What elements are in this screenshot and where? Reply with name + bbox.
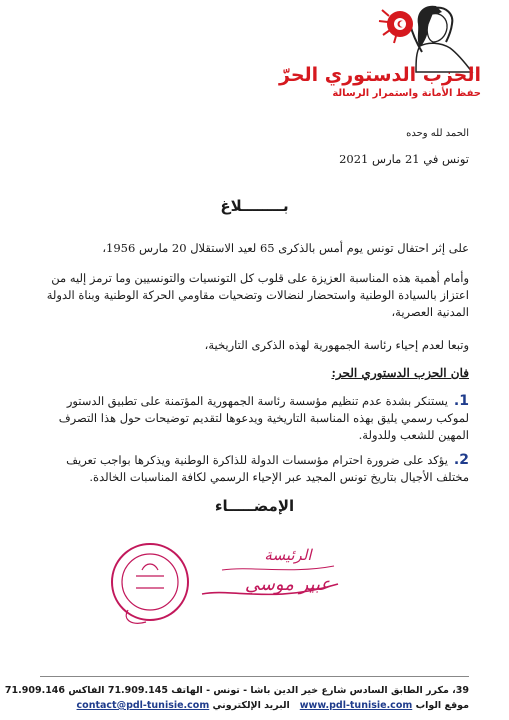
paragraph-2: وأمام أهمية هذه المناسبة العزيزة على قلوب كل التونسيات والتونسيين وما ترمز إليه من اعتزاز بالسيادة الوطنية واستحضار لنضالات وتضحيات مقاومي الحركة الوطنية وبناة الدولة المدنية العصرية، (46, 271, 469, 319)
statement-intro: فان الحزب الدستوري الحر: (331, 366, 469, 380)
item-text: يؤكد على ضرورة احترام مؤسسات الدولة للذاكرة الوطنية ويذكرها بواجب تعريف مختلف الأجيال بتاريخ تونس المجيد عبر الإحياء الرسمي لكافة المناسبات الخالدة. (66, 453, 469, 484)
email-link[interactable]: contact@pdl-tunisie.com (76, 700, 210, 711)
website-label: موقع الواب (415, 700, 469, 711)
footer-address: 39، مكرر الطابق السادس شارع خير الدين باشا - تونس - الهاتف 71.909.145 الفاكس 71.909.146 (4, 685, 469, 696)
signature-role: الرئيسة (264, 546, 312, 564)
paragraph-3: وتبعا لعدم إحياء رئاسة الجمهورية لهذه الذكرى التاريخية، (204, 338, 469, 352)
paragraph-1: على إثر احتفال تونس يوم أمس بالذكرى 65 لعيد الاستقلال 20 مارس 1956، (102, 241, 469, 255)
signature-stamp (102, 530, 350, 635)
party-name: الحزب الدستوري الحرّ (279, 64, 481, 86)
list-item (40, 452, 469, 486)
item-number: 2. (453, 452, 469, 468)
hamd-line: الحمد لله وحده (406, 128, 469, 139)
document-date: تونس في 21 مارس 2021 (339, 152, 469, 166)
item-text: يستنكر بشدة عدم تنظيم مؤسسة رئاسة الجمهورية المؤتمنة على تطبيق الدستور لموكب رسمي يليق بهذه المناسبة التاريخية ويدعوها لتقديم توضيحات حول هذا التصرف المهين للشعب وللدولة. (58, 394, 469, 442)
item-number: 1. (453, 393, 469, 409)
signature-name: عبير موسي (244, 574, 332, 595)
email-label: البريد الإلكتروني (212, 700, 290, 711)
document-title: بــــــــلاغ (220, 197, 289, 215)
party-slogan: حفظ الأمانة واستمرار الرسالة (332, 88, 481, 99)
signature-title: الإمضـــــاء (214, 497, 295, 515)
website-link[interactable]: www.pdl-tunisie.com (299, 700, 413, 711)
footer-contacts (40, 700, 469, 711)
list-item (40, 393, 469, 444)
footer-divider (40, 676, 469, 677)
